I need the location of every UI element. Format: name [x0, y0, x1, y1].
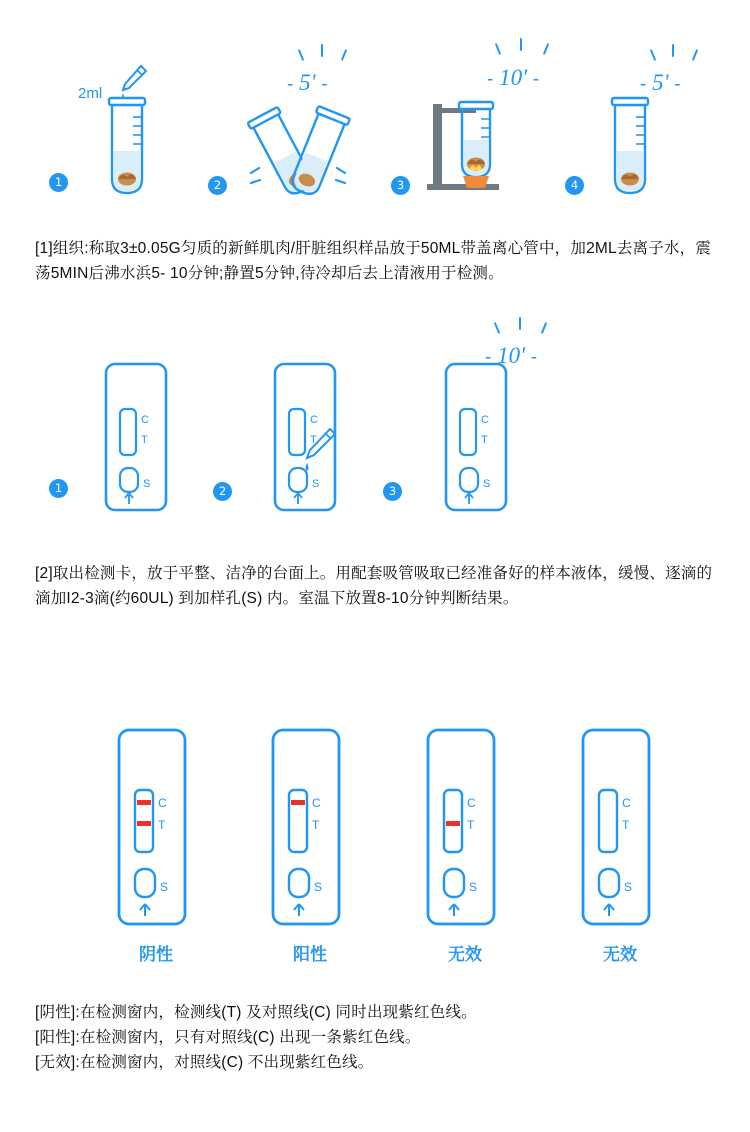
timer-tick: [298, 49, 304, 61]
svg-text:C: C: [467, 796, 476, 810]
svg-text:T: T: [141, 434, 148, 446]
timer-tick: [672, 44, 674, 57]
svg-text:T: T: [481, 434, 488, 446]
svg-text:S: S: [143, 478, 151, 490]
step-badge-4: 4: [565, 176, 584, 195]
timer-tick: [495, 43, 501, 55]
water-bath-icon: [425, 72, 525, 200]
svg-text:T: T: [312, 818, 320, 832]
result-label-negative: 阴性: [139, 945, 173, 964]
caption-section-1: [1]组织:称取3±0.05G匀质的新鲜肌肉/肝脏组织样品放于50ML带盖离心管中，加2ML去离子水，震荡5MIN后沸水浜5- 10分钟;静置5分钟,待冷却后去上清液用于检测。: [35, 240, 712, 283]
svg-text:C: C: [312, 796, 321, 810]
timer-5min-2: - 5' -: [640, 70, 681, 95]
timer-tick: [494, 322, 500, 334]
timer-tick: [543, 43, 549, 55]
cassette-result-invalid-1: [425, 727, 505, 932]
timer-tick: [541, 322, 547, 334]
svg-text:S: S: [469, 880, 478, 894]
timer-tick: [341, 49, 347, 61]
svg-text:C: C: [481, 414, 489, 426]
legend-block: [35, 1000, 725, 1075]
step-badge-2: 2: [208, 176, 227, 195]
svg-text:S: S: [160, 880, 169, 894]
legend-negative: [阴性]:在检测窗内，检测线(T) 及对照线(C) 同时出现紫红色线。: [35, 1004, 477, 1021]
dropper-icon-2: [298, 425, 338, 492]
timer-5min-1: - 5' -: [287, 70, 328, 95]
result-label-positive: 阳性: [293, 945, 327, 964]
tube-step-2: [245, 95, 355, 205]
timer-tick: [520, 38, 522, 51]
dropper-icon-1: [115, 62, 149, 109]
cassette-result-positive: [270, 727, 350, 932]
timer-tick: [321, 44, 323, 57]
svg-text:S: S: [624, 880, 633, 894]
tube-step-3: [425, 72, 525, 205]
svg-text:C: C: [310, 414, 318, 426]
step-badge-1: 1: [49, 173, 68, 192]
step-badge-s2-3: 3: [383, 482, 402, 501]
cassette-icon: [103, 361, 175, 513]
caption-section-2: [2]取出检测卡，放于平整、洁净的台面上。用配套吸管吸取已经准备好的样本液体，缓慢、逐滴的滴加I2-3滴(约60UL) 到加样孔(S) 内。室温下放置8-10分钟判断结果。: [35, 565, 713, 608]
svg-text:S: S: [314, 880, 323, 894]
result-label-invalid-2: 无效: [603, 945, 637, 964]
step-badge-s2-2: 2: [213, 482, 232, 501]
legend-invalid: [无效]:在检测窗内，对照线(C) 不出现紫红色线。: [35, 1054, 374, 1072]
svg-text:C: C: [141, 414, 149, 426]
timer-tick: [692, 49, 698, 61]
cassette-result-invalid-2: [580, 727, 660, 932]
legend-positive: [阳性]:在检测窗内，只有对照线(C) 出现一条紫红色线。: [35, 1029, 421, 1047]
timer-10min-2: - 10' -: [485, 343, 538, 368]
svg-text:T: T: [467, 818, 475, 832]
tube-icon: [598, 95, 668, 200]
cassette-icon: [270, 727, 350, 927]
cassette-icon: [116, 727, 196, 927]
svg-text:C: C: [158, 796, 167, 810]
svg-text:T: T: [310, 434, 317, 446]
result-label-invalid-1: 无效: [448, 945, 482, 964]
svg-text:S: S: [483, 478, 491, 490]
cassette-icon: [425, 727, 505, 927]
timer-10min-1: - 10' -: [487, 65, 540, 90]
timer-tick: [519, 317, 521, 330]
tube-step-1: [95, 95, 165, 205]
cassette-result-negative: [116, 727, 196, 932]
svg-text:C: C: [622, 796, 631, 810]
timer-tick: [650, 49, 656, 61]
step-badge-3: 3: [391, 176, 410, 195]
step-badge-s2-1: 1: [49, 479, 68, 498]
volume-label: 2ml: [78, 85, 103, 102]
tube-step-4: [598, 95, 668, 205]
cassette-icon: [443, 361, 515, 513]
tube-icon: [95, 95, 165, 200]
svg-text:T: T: [622, 818, 630, 832]
cassette-step-1: [103, 361, 175, 518]
shaking-tubes-icon: [245, 95, 355, 200]
svg-text:S: S: [312, 478, 320, 490]
cassette-step-3: [443, 361, 515, 518]
svg-text:T: T: [158, 818, 166, 832]
cassette-icon: [580, 727, 660, 927]
